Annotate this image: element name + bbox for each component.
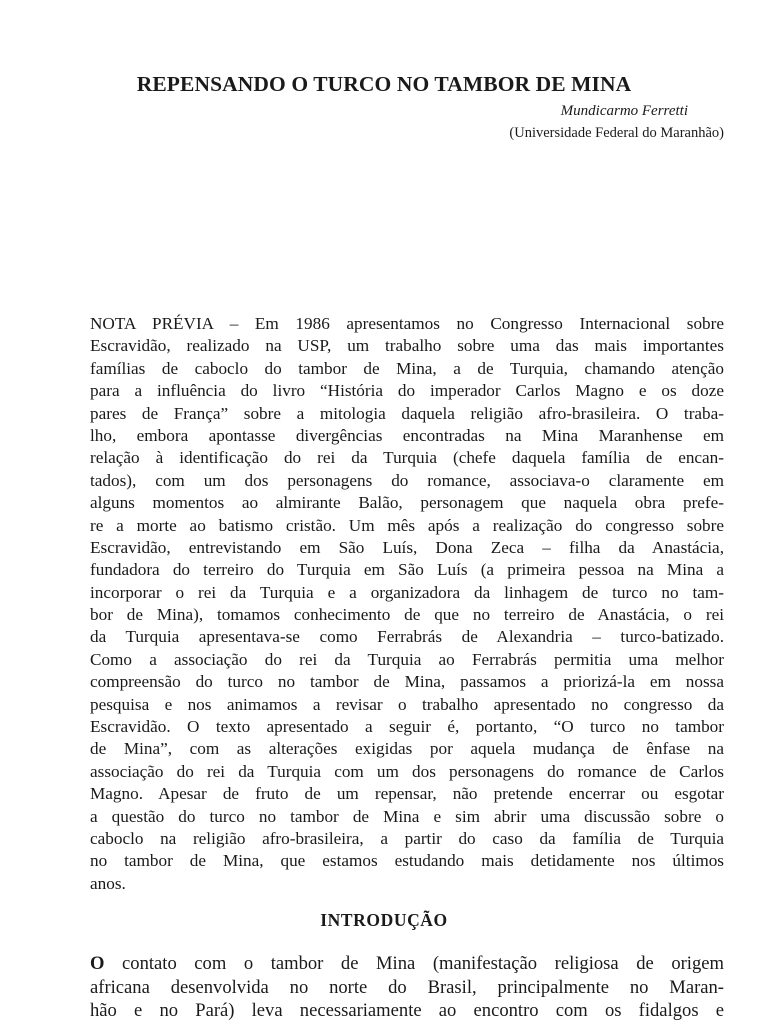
nota-previa-line: bor de Mina), tomamos conhecimento de que no terreiro de Anastácia, o rei	[90, 605, 724, 625]
nota-previa-line: compreensão do turco no tambor de Mina, passamos a priorizá-la em nossa	[90, 672, 724, 692]
nota-previa-line: incorporar o rei da Turquia e a organizadora da linhagem de turco no tam-	[90, 582, 724, 602]
nota-previa-line: alguns momentos ao almirante Balão, personagem que naquela obra prefe-	[90, 493, 724, 513]
introducao-first-line-text: contato com o tambor de Mina (manifestação religiosa de origem	[104, 953, 724, 974]
nota-previa-line: para a influência do livro “História do imperador Carlos Magno e os doze	[90, 381, 724, 401]
nota-previa-line: tados), com um dos personagens do romance, associava-o claramente em	[90, 470, 724, 490]
article-title: REPENSANDO O TURCO NO TAMBOR DE MINA	[136, 72, 632, 96]
nota-previa-line: associação do rei da Turquia com um dos personagens do romance de Carlos	[90, 761, 724, 781]
section-heading-introducao: INTRODUÇÃO	[320, 910, 448, 930]
introducao-paragraph	[90, 952, 724, 1023]
introducao-line: hão e no Pará) leva necessariamente ao encontro com os fidalgos e	[90, 1000, 724, 1021]
introducao-line	[90, 952, 724, 976]
nota-previa-line: a questão do turco no tambor de Mina e sim abrir uma discussão sobre o	[90, 806, 724, 826]
nota-previa-line: da Turquia apresentava-se como Ferrabrás de Alexandria – turco-batizado.	[90, 627, 724, 647]
nota-previa-line: Escravidão. O texto apresentado a seguir é, portanto, “O turco no tambor	[90, 717, 724, 737]
author-name: Mundicarmo Ferretti	[560, 103, 688, 119]
nota-previa-line: de Mina”, com as alterações exigidas por aquela mudança de ênfase na	[90, 739, 724, 759]
nota-previa-line: relação à identificação do rei da Turquia (chefe daquela família de encan-	[90, 448, 724, 468]
nota-previa-line: anos.	[90, 873, 126, 893]
initial-letter: O	[90, 953, 105, 974]
nota-previa-line: famílias de caboclo do tambor de Mina, a de Turquia, chamando atenção	[90, 358, 724, 378]
introducao-line: africana desenvolvida no norte do Brasil, principalmente no Maran-	[90, 976, 724, 998]
nota-previa-line: NOTA PRÉVIA – Em 1986 apresentamos no Congresso Internacional sobre	[90, 314, 724, 333]
nota-previa-line: lho, embora apontasse divergências encontradas na Mina Maranhense em	[90, 425, 724, 445]
nota-previa-line: re a morte ao batismo cristão. Um mês após a realização do congresso sobre	[90, 515, 724, 535]
nota-previa-line: no tambor de Mina, que estamos estudando mais detidamente nos últimos	[90, 851, 724, 871]
author-affiliation: (Universidade Federal do Maranhão)	[509, 125, 724, 141]
nota-previa-line: Escravidão, entrevistando em São Luís, Dona Zeca – filha da Anastácia,	[90, 537, 724, 557]
nota-previa-line: Magno. Apesar de fruto de um repensar, não pretende encerrar ou esgotar	[90, 784, 724, 804]
nota-previa-line: Como a associação do rei da Turquia ao Ferrabrás permitia uma melhor	[90, 649, 724, 669]
nota-previa-paragraph	[90, 313, 724, 895]
nota-previa-line: caboclo na religião afro-brasileira, a partir do caso da família de Turquia	[90, 828, 724, 848]
nota-previa-line: fundadora do terreiro do Turquia em São Luís (a primeira pessoa na Mina a	[90, 560, 724, 580]
nota-previa-line: pares de França” sobre a mitologia daquela religião afro-brasileira. O traba-	[90, 403, 724, 423]
nota-previa-line: pesquisa e nos animamos a revisar o trabalho apresentado no congresso da	[90, 694, 724, 714]
nota-previa-line: Escravidão, realizado na USP, um trabalho sobre uma das mais importantes	[90, 336, 724, 356]
